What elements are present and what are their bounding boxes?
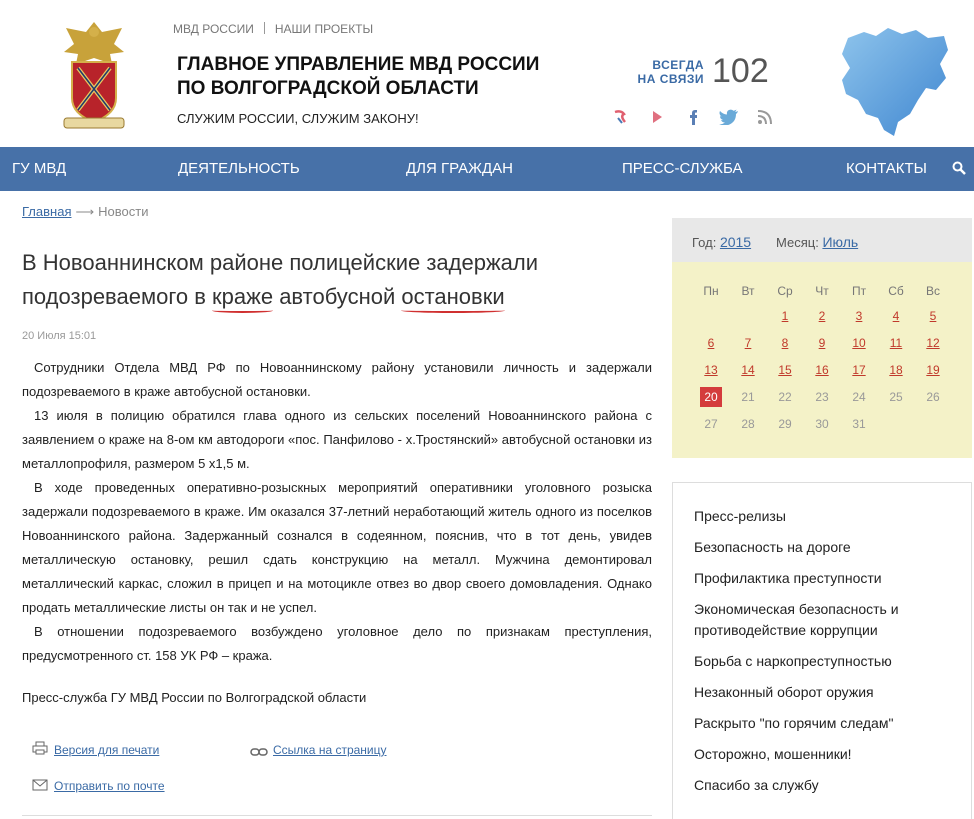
calendar-day[interactable]: 2 <box>818 309 826 323</box>
title-part2: автобусной <box>273 284 402 309</box>
sidebar-menu-item[interactable]: Незаконный оборот оружия <box>694 684 874 700</box>
nav-press-service[interactable]: ПРЕСС-СЛУЖБА <box>622 160 743 177</box>
title-word-underlined: остановки <box>401 284 505 309</box>
article-body <box>22 356 652 668</box>
sidebar-menu <box>672 482 972 819</box>
facebook-icon[interactable] <box>675 106 711 128</box>
calendar-day: 24 <box>852 390 866 404</box>
always-line2: НА СВЯЗИ <box>637 72 704 86</box>
nav-contacts[interactable]: КОНТАКТЫ <box>846 160 927 177</box>
twitter-icon[interactable] <box>711 106 747 128</box>
calendar-day[interactable]: 12 <box>926 336 940 350</box>
title-part1: В Новоаннинском районе полицейские задержали подозреваемого в <box>22 250 539 309</box>
month-label <box>776 234 858 250</box>
nav-gu-mvd[interactable]: ГУ МВД <box>12 160 67 177</box>
calendar-day[interactable]: 14 <box>741 363 755 377</box>
envelope-icon[interactable] <box>32 778 48 796</box>
sidebar-menu-item[interactable]: Спасибо за службу <box>694 777 819 793</box>
calendar-day[interactable]: 10 <box>852 336 866 350</box>
sidebar-menu-item[interactable]: Профилактика преступности <box>694 570 882 586</box>
calendar-weekday: Чт <box>815 284 829 298</box>
article-date: 20 Июля 15:01 <box>22 330 97 342</box>
send-by-email-link[interactable]: Отправить по почте <box>54 779 165 793</box>
article-paragraph: 13 июля в полицию обратился глава одного из сельских поселений Новоаннинского района с заявлением о краже на 8-ом км автодороги «пос. Панфилово - х.Тростянский» автобусной остановки из металлопрофиля, размером 5 х1,5 м. <box>22 408 652 471</box>
article-paragraph: В отношении подозреваемого возбуждено уголовное дело по признакам преступления, предусмотренного ст. 158 УК РФ – кража. <box>22 624 652 663</box>
nav-for-citizens[interactable]: ДЛЯ ГРАЖДАН <box>406 160 513 177</box>
calendar-day[interactable]: 15 <box>778 363 792 377</box>
year-select[interactable]: 2015 <box>719 234 752 250</box>
article-paragraph: Сотрудники Отдела МВД РФ по Новоаннинскому району установили личность и задержали подозреваемого в краже автобусной остановки. <box>22 360 652 399</box>
calendar-day: 23 <box>815 390 829 404</box>
rss-icon[interactable] <box>747 106 783 128</box>
site-header <box>0 0 974 147</box>
vk-icon[interactable] <box>603 106 639 128</box>
nav-activity[interactable]: ДЕЯТЕЛЬНОСТЬ <box>178 160 300 177</box>
sidebar-menu-item[interactable]: Безопасность на дороге <box>694 539 851 555</box>
separator <box>264 22 265 34</box>
sidebar-menu-item[interactable]: Экономическая безопасность и противодействие коррупции <box>694 601 899 638</box>
year-label-text: Год: <box>692 235 717 250</box>
calendar-day: 26 <box>926 390 940 404</box>
press-service-signature: Пресс-служба ГУ МВД России по Волгоградской области <box>22 690 367 705</box>
print-version-link[interactable]: Версия для печати <box>54 743 160 757</box>
calendar-day[interactable]: 13 <box>704 363 718 377</box>
calendar-weekday: Пн <box>703 284 719 298</box>
breadcrumb-home[interactable]: Главная <box>22 204 72 219</box>
calendar-weekday: Вт <box>741 284 755 298</box>
divider <box>22 815 652 816</box>
sidebar-menu-item[interactable]: Раскрыто "по горячим следам" <box>694 715 894 731</box>
calendar-day[interactable]: 19 <box>926 363 940 377</box>
top-links <box>173 22 373 36</box>
calendar-day[interactable]: 1 <box>781 309 789 323</box>
calendar-day[interactable]: 18 <box>889 363 903 377</box>
always-online-label <box>628 58 704 86</box>
site-title-line2: ПО ВОЛГОГРАДСКОЙ ОБЛАСТИ <box>177 78 479 99</box>
site-title[interactable] <box>177 53 539 101</box>
sidebar-menu-item[interactable]: Пресс-релизы <box>694 508 786 524</box>
calendar-day[interactable]: 16 <box>815 363 829 377</box>
calendar-grid <box>672 262 972 458</box>
calendar-weekday: Ср <box>777 284 793 298</box>
calendar-day[interactable]: 7 <box>744 336 752 350</box>
breadcrumb <box>22 204 148 220</box>
calendar-day[interactable]: 6 <box>707 336 715 350</box>
calendar-day: 30 <box>815 417 829 431</box>
emergency-phone: 102 <box>712 52 769 90</box>
social-links <box>603 106 783 128</box>
calendar-day: 25 <box>889 390 903 404</box>
top-link-mvd[interactable]: МВД РОССИИ <box>173 22 254 36</box>
youtube-icon[interactable] <box>639 106 675 128</box>
calendar-day[interactable]: 9 <box>818 336 826 350</box>
calendar-day: 27 <box>704 417 718 431</box>
calendar-day: 29 <box>778 417 792 431</box>
breadcrumb-arrow: ⟶ <box>75 204 95 219</box>
calendar-day[interactable]: 5 <box>929 309 937 323</box>
calendar-day[interactable]: 20 <box>700 387 722 407</box>
calendar-day: 22 <box>778 390 792 404</box>
main-nav <box>0 147 974 191</box>
calendar-day[interactable]: 3 <box>855 309 863 323</box>
year-label <box>692 234 751 250</box>
month-select[interactable]: Июль <box>822 234 859 250</box>
calendar-weekday: Пт <box>851 284 867 298</box>
sidebar-menu-item[interactable]: Осторожно, мошенники! <box>694 746 852 762</box>
calendar-day[interactable]: 11 <box>889 336 903 350</box>
printer-icon[interactable] <box>32 741 48 760</box>
breadcrumb-current: Новости <box>98 204 149 219</box>
chain-link-icon[interactable] <box>250 744 268 762</box>
mvd-emblem-icon[interactable] <box>56 18 132 132</box>
top-link-projects[interactable]: НАШИ ПРОЕКТЫ <box>274 22 374 36</box>
calendar-weekday: Сб <box>888 284 904 298</box>
article-paragraph: В ходе проведенных оперативно-розыскных мероприятий оперативники уголовного розыска задержали подозреваемого в краже. Им оказался 37-летний неработающий житель одного из поселков Новоаннинского района. Задержанный сознался в содеянном, пояснив, что в тот день, увидев металлическую остановку, решил сдать конструкцию на металл. Мужчина демонтировал металлический каркас, сложил в прицеп и на мотоцикле отвез во двор своего домовладения. Однако продать металлические листы он так и не успел. <box>22 480 652 615</box>
article-title <box>22 246 642 314</box>
calendar-day[interactable]: 8 <box>781 336 789 350</box>
calendar-day: 28 <box>741 417 755 431</box>
calendar-day[interactable]: 4 <box>892 309 900 323</box>
site-slogan: СЛУЖИМ РОССИИ, СЛУЖИМ ЗАКОНУ! <box>177 111 419 126</box>
month-label-text: Месяц: <box>776 235 819 250</box>
calendar-header <box>672 218 972 262</box>
page-link[interactable]: Ссылка на страницу <box>273 743 387 757</box>
calendar-day: 31 <box>852 417 866 431</box>
site-title-line1: ГЛАВНОЕ УПРАВЛЕНИЕ МВД РОССИИ <box>177 54 540 75</box>
always-line1: ВСЕГДА <box>652 58 704 72</box>
title-word-underlined: краже <box>212 284 274 309</box>
volgograd-region-map-icon[interactable] <box>836 24 954 140</box>
calendar-day[interactable]: 17 <box>852 363 866 377</box>
sidebar-menu-item[interactable]: Борьба с наркопреступностью <box>694 653 892 669</box>
calendar-day: 21 <box>741 390 755 404</box>
search-icon[interactable] <box>952 161 966 180</box>
calendar-weekday: Вс <box>925 284 940 298</box>
